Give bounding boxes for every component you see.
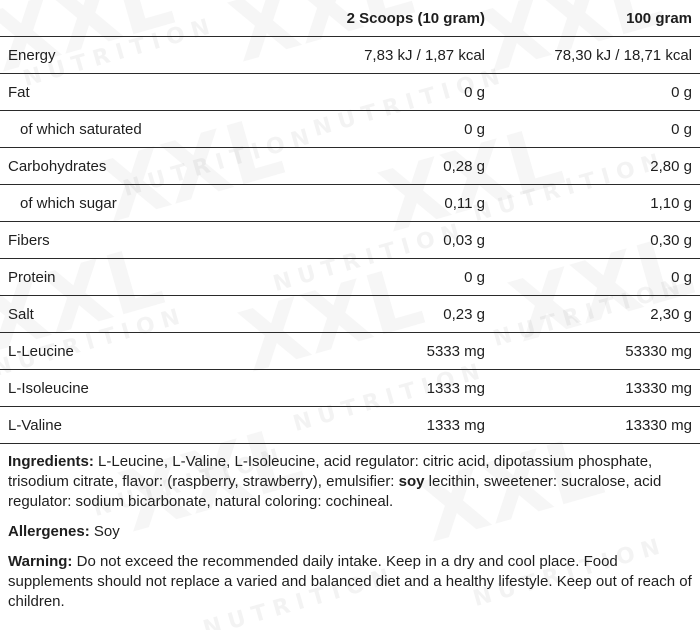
serving-value: 5333 mg <box>226 333 493 370</box>
column-header-serving: 2 Scoops (10 gram) <box>226 0 493 37</box>
per-100g-value: 1,10 g <box>493 185 700 222</box>
per-100g-value: 2,30 g <box>493 296 700 333</box>
per-100g-value: 13330 mg <box>493 370 700 407</box>
serving-value: 7,83 kJ / 1,87 kcal <box>226 37 493 74</box>
serving-value: 0,23 g <box>226 296 493 333</box>
table-row <box>0 37 700 74</box>
table-row <box>0 74 700 111</box>
table-row <box>0 222 700 259</box>
nutrient-label: Protein <box>0 259 226 296</box>
nutrient-label: L-Leucine <box>0 333 226 370</box>
table-header-row <box>0 0 700 37</box>
serving-value: 1333 mg <box>226 407 493 444</box>
table-row <box>0 333 700 370</box>
column-header-per-100g: 100 gram <box>493 0 700 37</box>
nutrient-label: Carbohydrates <box>0 148 226 185</box>
per-100g-value: 0 g <box>493 74 700 111</box>
serving-value: 0 g <box>226 259 493 296</box>
warning-paragraph <box>8 552 692 612</box>
column-header-nutrient <box>0 0 226 37</box>
serving-value: 0,11 g <box>226 185 493 222</box>
serving-value: 0 g <box>226 74 493 111</box>
ingredients-text-continued: lecithin, sweetener: sucralose, acid regulator: sodium bicarbonate, natural coloring: cochineal. <box>8 473 662 510</box>
table-row <box>0 259 700 296</box>
table-row <box>0 111 700 148</box>
per-100g-value: 78,30 kJ / 18,71 kcal <box>493 37 700 74</box>
serving-value: 0,03 g <box>226 222 493 259</box>
table-row <box>0 148 700 185</box>
serving-value: 0 g <box>226 111 493 148</box>
per-100g-value: 2,80 g <box>493 148 700 185</box>
allergenes-paragraph <box>8 522 692 542</box>
per-100g-value: 0,30 g <box>493 222 700 259</box>
nutrient-label: of which sugar <box>0 185 226 222</box>
table-row <box>0 185 700 222</box>
table-row <box>0 407 700 444</box>
nutrient-label: L-Isoleucine <box>0 370 226 407</box>
allergenes-text: Soy <box>89 523 120 540</box>
nutrient-label: Energy <box>0 37 226 74</box>
nutrient-label: of which saturated <box>0 111 226 148</box>
table-row <box>0 370 700 407</box>
per-100g-value: 13330 mg <box>493 407 700 444</box>
allergenes-label: Allergenes: <box>8 523 90 540</box>
serving-value: 1333 mg <box>226 370 493 407</box>
nutrient-label: L-Valine <box>0 407 226 444</box>
warning-text: Do not exceed the recommended daily intake. Keep in a dry and cool place. Food supplements should not replace a varied and balanced diet and a healthy lifestyle. Keep out of reach of children. <box>8 553 692 610</box>
per-100g-value: 53330 mg <box>493 333 700 370</box>
nutrient-label: Fat <box>0 74 226 111</box>
product-notes <box>0 444 700 612</box>
ingredients-allergen: soy <box>398 473 425 490</box>
ingredients-label: Ingredients: <box>8 453 94 470</box>
nutrient-label: Salt <box>0 296 226 333</box>
per-100g-value: 0 g <box>493 259 700 296</box>
ingredients-paragraph <box>8 452 692 512</box>
nutrient-label: Fibers <box>0 222 226 259</box>
table-row <box>0 296 700 333</box>
ingredients-text: L-Leucine, L-Valine, L-Isoleucine, acid regulator: citric acid, dipotassium phosphate, trisodium citrate, flavor: (raspberry, strawberry), emulsifier: <box>8 453 653 490</box>
warning-label: Warning: <box>8 553 73 570</box>
serving-value: 0,28 g <box>226 148 493 185</box>
per-100g-value: 0 g <box>493 111 700 148</box>
